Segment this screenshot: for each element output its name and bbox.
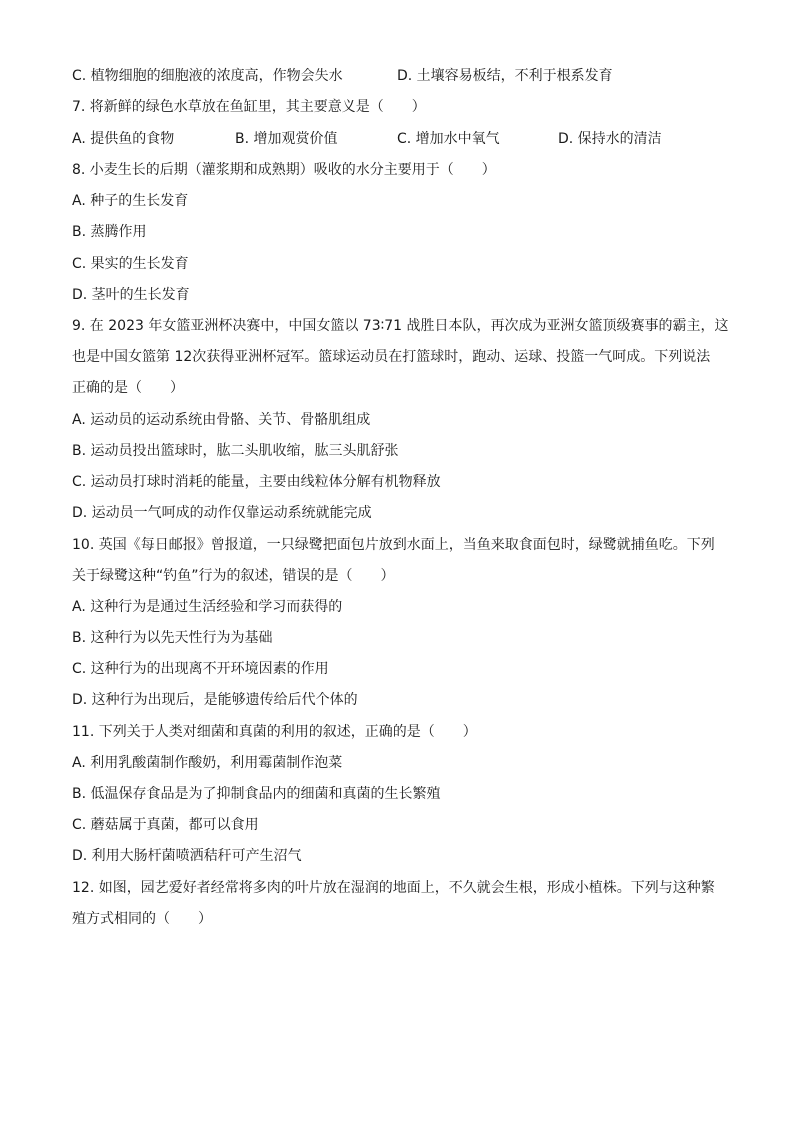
q9-option-c: C. 运动员打球时消耗的能量，主要由线粒体分解有机物释放 [72, 474, 441, 490]
q8-option-c: C. 果实的生长发育 [72, 256, 189, 272]
q7-option-b: B. 增加观赏价值 [235, 131, 338, 147]
q9-option-d: D. 运动员一气呵成的动作仅靠运动系统就能完成 [72, 505, 372, 521]
q7-option-a: A. 提供鱼的食物 [72, 131, 175, 147]
q9-option-b: B. 运动员投出篮球时，肱二头肌收缩，肱三头肌舒张 [72, 443, 399, 459]
q8-option-a: A. 种子的生长发育 [72, 193, 189, 209]
q10-stem-line-1: 10. 英国《每日邮报》曾报道，一只绿鹭把面包片放到水面上，当鱼来取食面包时，绿鹭就捕鱼吃。下列 [72, 537, 715, 553]
q11-option-d: D. 利用大肠杆菌喷洒秸秆可产生沼气 [72, 848, 302, 864]
q10-option-c: C. 这种行为的出现离不开环境因素的作用 [72, 661, 329, 677]
q11-option-c: C. 蘑菇属于真菌，都可以食用 [72, 817, 259, 833]
q10-option-b: B. 这种行为以先天性行为为基础 [72, 630, 273, 646]
q7-stem: 7. 将新鲜的绿色水草放在鱼缸里，其主要意义是（ ） [72, 99, 426, 115]
q6-option-c: C. 植物细胞的细胞液的浓度高，作物会失水 [72, 68, 343, 84]
q10-option-a: A. 这种行为是通过生活经验和学习而获得的 [72, 599, 343, 615]
q6-option-d: D. 土壤容易板结，不利于根系发育 [397, 68, 613, 84]
q8-option-d: D. 茎叶的生长发育 [72, 287, 190, 303]
q9-stem-line-3: 正确的是（ ） [72, 380, 184, 396]
q12-stem-line-1: 12. 如图，园艺爱好者经常将多肉的叶片放在湿润的地面上，不久就会生根，形成小植株。下列与这种繁 [72, 880, 715, 896]
q9-stem-line-2: 也是中国女篮第 12次获得亚洲杯冠军。篮球运动员在打篮球时，跑动、运球、投篮一气呵成。下列说法 [72, 349, 711, 365]
q9-option-a: A. 运动员的运动系统由骨骼、关节、骨骼肌组成 [72, 412, 371, 428]
q7-option-d: D. 保持水的清洁 [558, 131, 662, 147]
q11-option-a: A. 利用乳酸菌制作酸奶，利用霉菌制作泡菜 [72, 755, 343, 771]
q8-option-b: B. 蒸腾作用 [72, 224, 147, 240]
q10-stem-line-2: 关于绿鹭这种“钓鱼”行为的叙述，错误的是（ ） [72, 568, 395, 584]
q11-stem: 11. 下列关于人类对细菌和真菌的利用的叙述，正确的是（ ） [72, 724, 477, 740]
q7-option-c: C. 增加水中氧气 [397, 131, 500, 147]
q8-stem: 8. 小麦生长的后期（灌浆期和成熟期）吸收的水分主要用于（ ） [72, 162, 496, 178]
q9-stem-line-1: 9. 在 2023 年女篮亚洲杯决赛中，中国女篮以 73∶71 战胜日本队，再次成为亚洲女篮顶级赛事的霸主，这 [72, 318, 729, 334]
q11-option-b: B. 低温保存食品是为了抑制食品内的细菌和真菌的生长繁殖 [72, 786, 441, 802]
q12-stem-line-2: 殖方式相同的（ ） [72, 911, 212, 927]
q10-option-d: D. 这种行为出现后，是能够遗传给后代个体的 [72, 692, 358, 708]
